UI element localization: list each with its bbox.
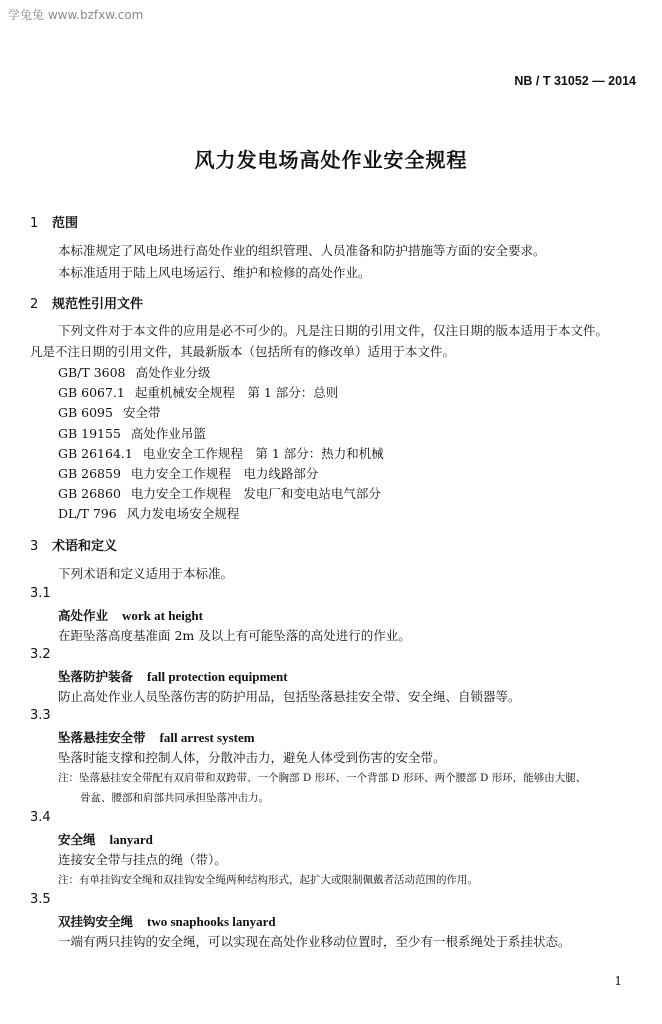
- document-number: NB / T 31052 — 2014: [514, 74, 636, 88]
- term-en: work at height: [122, 608, 203, 623]
- reference-item: [58, 363, 211, 381]
- term-definition: 坠落时能支撑和控制人体，分散冲击力，避免人体受到伤害的安全带。: [58, 750, 446, 765]
- term-en: lanyard: [109, 832, 153, 847]
- paragraph: 下列文件对于本文件的应用是必不可少的。凡是注日期的引用文件，仅注日期的版本适用于本文件。: [58, 323, 609, 338]
- section-title: 规范性引用文件: [52, 297, 144, 312]
- reference-item: [58, 424, 206, 442]
- paragraph: 本标准规定了风电场进行高处作业的组织管理、人员准备和防护措施等方面的安全要求。: [58, 243, 546, 258]
- term-cn: 双挂钩安全绳: [58, 914, 134, 929]
- watermark: 学兔兔 www.bzfxw.com: [8, 8, 144, 22]
- term-heading: [58, 912, 276, 930]
- term-number: 3.1: [30, 586, 51, 601]
- term-cn: 坠落悬挂安全带: [58, 730, 146, 745]
- reference-code: GB 26859: [58, 466, 121, 481]
- section-number: 2: [30, 297, 39, 312]
- term-note: 注：有单挂钩安全绳和双挂钩安全绳两种结构形式，起扩大或限制佩戴者活动范围的作用。: [58, 874, 478, 886]
- term-heading: [58, 830, 153, 848]
- page-title: 风力发电场高处作业安全规程: [194, 148, 468, 172]
- reference-name: 高处作业吊篮: [130, 426, 206, 441]
- reference-item: [58, 484, 381, 502]
- reference-code: GB/T 3608: [58, 365, 126, 380]
- term-heading: [58, 606, 203, 624]
- term-en: fall protection equipment: [147, 669, 288, 684]
- term-number: 3.5: [30, 892, 51, 907]
- term-note-continued: 骨盆、腰部和肩部共同承担坠落冲击力。: [80, 792, 269, 804]
- reference-item: [58, 383, 338, 401]
- reference-name: 电力安全工作规程 电力线路部分: [130, 466, 319, 481]
- term-definition: 在距坠落高度基准面 2m 及以上有可能坠落的高处进行的作业。: [58, 628, 411, 643]
- reference-name: 安全带: [122, 405, 161, 420]
- page-number: 1: [614, 974, 622, 988]
- term-heading: [58, 728, 255, 746]
- term-cn: 高处作业: [58, 608, 109, 623]
- reference-code: GB 6067.1: [58, 385, 125, 400]
- term-number: 3.4: [30, 810, 51, 825]
- reference-item: [58, 403, 160, 421]
- term-cn: 安全绳: [58, 832, 96, 847]
- reference-code: GB 19155: [58, 426, 121, 441]
- reference-code: DL/T 796: [58, 506, 117, 521]
- reference-item: [58, 444, 384, 462]
- section-1-heading: [30, 212, 78, 231]
- paragraph: 下列术语和定义适用于本标准。: [58, 566, 234, 581]
- reference-code: GB 6095: [58, 405, 113, 420]
- term-cn: 坠落防护装备: [58, 669, 134, 684]
- term-definition: 一端有两只挂钩的安全绳，可以实现在高处作业移动位置时，至少有一根系绳处于系挂状态。: [58, 934, 571, 949]
- section-title: 范围: [52, 216, 79, 231]
- reference-name: 电力安全工作规程 发电厂和变电站电气部分: [130, 486, 381, 501]
- reference-name: 起重机械安全规程 第 1 部分：总则: [134, 385, 339, 400]
- term-number: 3.3: [30, 708, 51, 723]
- reference-code: GB 26164.1: [58, 446, 133, 461]
- reference-item: [58, 504, 239, 522]
- reference-name: 风力发电场安全规程: [126, 506, 240, 521]
- section-3-heading: [30, 535, 117, 554]
- reference-item: [58, 464, 318, 482]
- paragraph: 本标准适用于陆上风电场运行、维护和检修的高处作业。: [58, 265, 371, 280]
- section-number: 1: [30, 216, 39, 231]
- term-note: 注：坠落悬挂安全带配有双肩带和双跨带、一个胸部 D 形环、一个背部 D 形环、两个腰部 D 形环，能够由大腿、: [58, 772, 587, 784]
- reference-code: GB 26860: [58, 486, 121, 501]
- section-2-heading: [30, 293, 143, 312]
- term-en: two snaphooks lanyard: [147, 914, 276, 929]
- term-definition: 防止高处作业人员坠落伤害的防护用品，包括坠落悬挂安全带、安全绳、自锁器等。: [58, 689, 521, 704]
- reference-name: 电业安全工作规程 第 1 部分：热力和机械: [142, 446, 384, 461]
- section-title: 术语和定义: [52, 539, 118, 554]
- term-heading: [58, 667, 288, 685]
- paragraph: 凡是不注日期的引用文件，其最新版本（包括所有的修改单）适用于本文件。: [30, 344, 456, 359]
- section-number: 3: [30, 539, 39, 554]
- term-definition: 连接安全带与挂点的绳（带）。: [58, 852, 227, 867]
- term-number: 3.2: [30, 647, 51, 662]
- reference-name: 高处作业分级: [135, 365, 211, 380]
- term-en: fall arrest system: [159, 730, 255, 745]
